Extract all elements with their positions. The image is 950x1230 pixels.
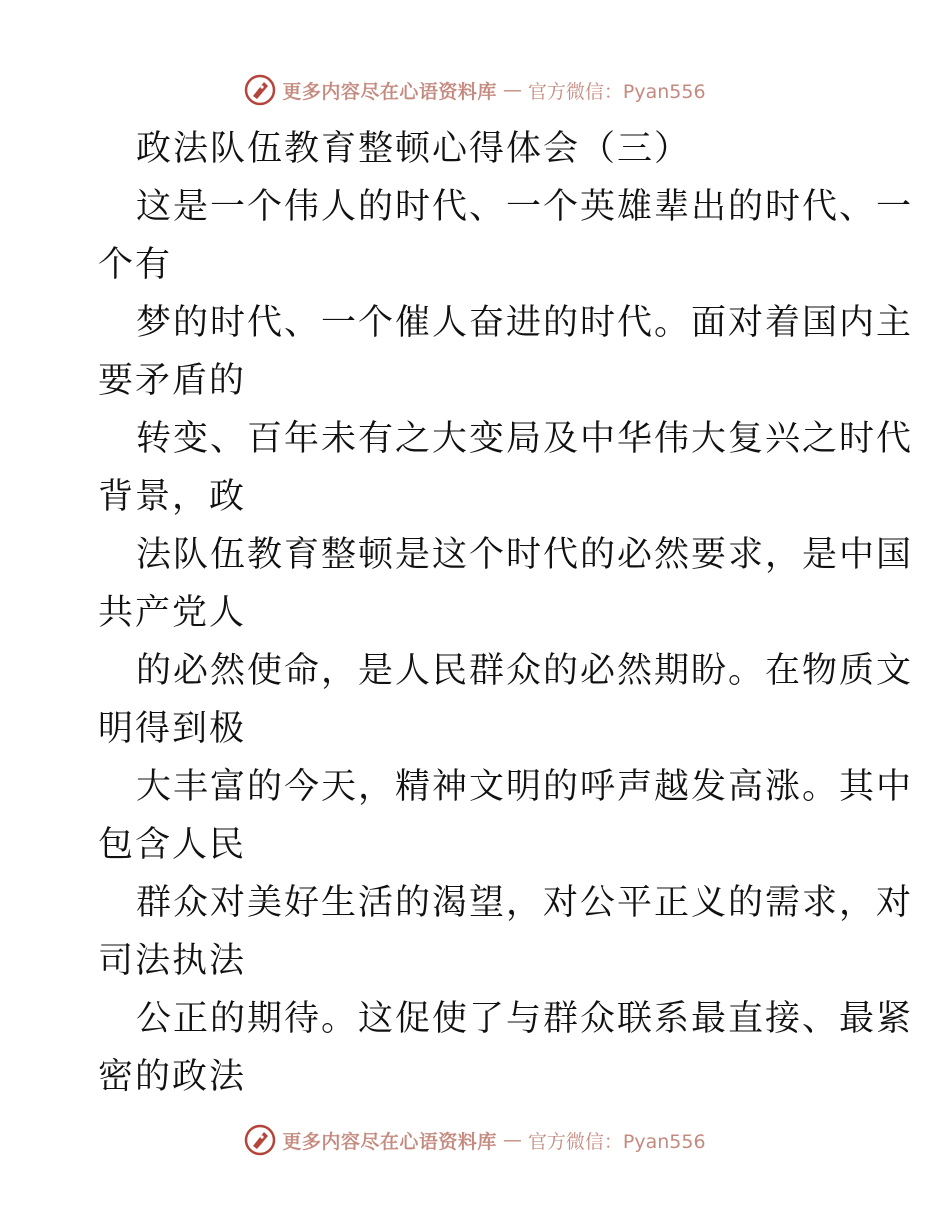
text-line: 要矛盾的 [98, 361, 247, 401]
text-line: 公正的期待。这促使了与群众联系最直接、最紧 [136, 999, 914, 1039]
text-line: 梦的时代、一个催人奋进的时代。面对着国内主 [136, 303, 914, 343]
pen-nib-logo-icon [244, 1124, 276, 1156]
document-title: 政法队伍教育整顿心得体会（三） [136, 129, 692, 169]
text-line: 明得到极 [98, 709, 247, 749]
text-line: 司法执法 [98, 941, 247, 981]
text-line: 这是一个伟人的时代、一个英雄辈出的时代、一 [136, 187, 914, 227]
document-body [98, 120, 914, 1106]
banner-wechat: 官方微信：Pyan556 [527, 80, 706, 103]
text-line: 群众对美好生活的渴望，对公平正义的需求，对 [136, 883, 914, 923]
banner-text: 更多内容尽在心语资料库 [282, 1130, 497, 1153]
text-line: 共产党人 [98, 593, 247, 633]
text-line: 个有 [98, 245, 173, 285]
banner-dash: — [502, 79, 522, 101]
banner-dash: — [502, 1129, 522, 1151]
text-line: 的必然使命，是人民群众的必然期盼。在物质文 [136, 651, 914, 691]
header-banner [0, 70, 950, 110]
pen-nib-logo-icon [244, 74, 276, 106]
text-line: 背景，政 [98, 477, 247, 517]
footer-banner [0, 1120, 950, 1160]
banner-wechat: 官方微信：Pyan556 [527, 1130, 706, 1153]
text-line: 转变、百年未有之大变局及中华伟大复兴之时代 [136, 419, 914, 459]
text-line: 大丰富的今天，精神文明的呼声越发高涨。其中 [136, 767, 914, 807]
text-line: 法队伍教育整顿是这个时代的必然要求，是中国 [136, 535, 914, 575]
banner-text: 更多内容尽在心语资料库 [282, 80, 497, 103]
text-line: 密的政法 [98, 1057, 247, 1097]
text-line: 包含人民 [98, 825, 247, 865]
